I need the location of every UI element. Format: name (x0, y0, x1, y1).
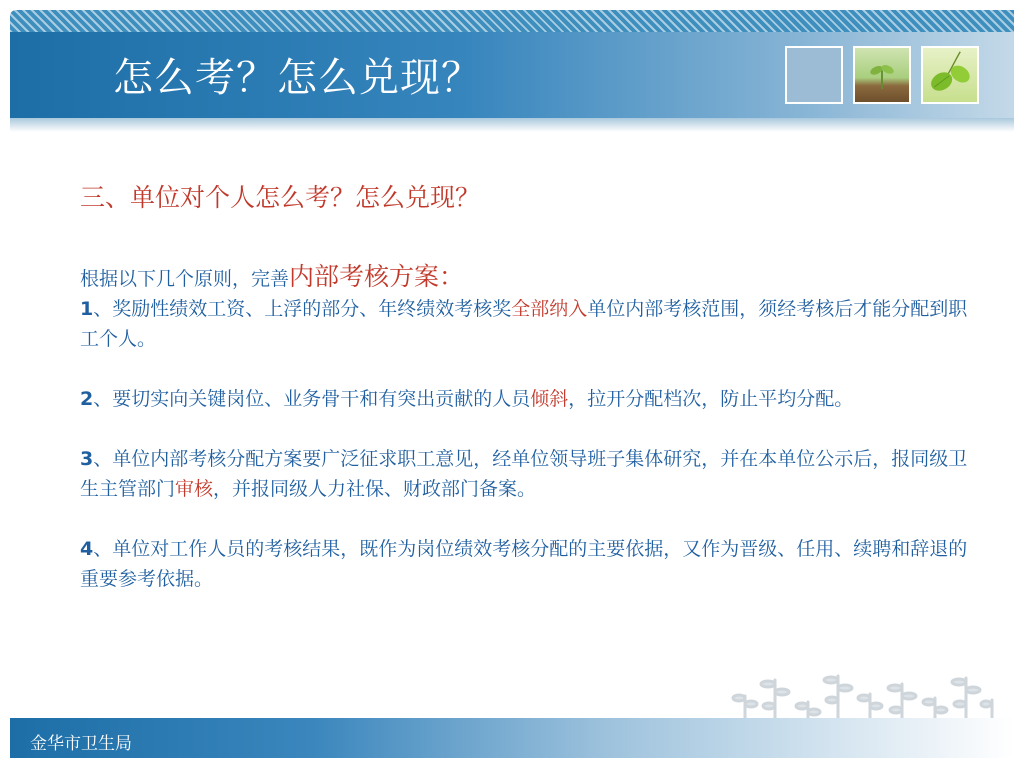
header-shadow (10, 118, 1014, 132)
footer-organization: 金华市卫生局 (30, 734, 132, 754)
item-highlight: 倾斜 (530, 388, 569, 410)
item-highlight: 审核 (175, 478, 214, 500)
leaves-icon (921, 46, 979, 104)
top-stripe-decoration (10, 10, 1014, 32)
footer-bar (10, 718, 1014, 758)
item-number: 2 (80, 388, 94, 410)
item-text-before: 、奖励性绩效工资、上浮的部分、年终绩效考核奖 (93, 298, 512, 320)
item-number: 4 (80, 538, 94, 560)
intro-line (80, 262, 972, 294)
item-highlight: 全部纳入 (511, 298, 588, 320)
principle-item-3 (80, 444, 972, 504)
plain-thumbnail (785, 46, 843, 104)
item-number: 1 (80, 298, 94, 320)
item-text-after: 单位内部考核范围，须经考核后才能分配到职工个人。 (80, 298, 968, 350)
principle-item-2 (80, 384, 972, 414)
sprout-icon (853, 46, 911, 104)
slide-content (80, 178, 972, 594)
item-text-before: 、要切实向关键岗位、业务骨干和有突出贡献的人员 (93, 388, 531, 410)
item-number: 3 (80, 448, 94, 470)
section-heading: 三、单位对个人怎么考？怎么兑现？ (80, 183, 481, 212)
item-text-after: ，拉开分配档次，防止平均分配。 (568, 388, 854, 410)
item-text-after: ，并报同级人力社保、财政部门备案。 (213, 478, 537, 500)
principle-item-1 (80, 294, 972, 354)
principle-item-4 (80, 534, 972, 594)
page-title: 怎么考？怎么兑现？ (113, 55, 482, 101)
item-text-before: 、单位内部考核分配方案要广泛征求职工意见，经单位领导班子集体研究，并在本单位公示后，报同级卫生主管部门 (80, 448, 968, 500)
intro-prefix: 根据以下几个原则，完善 (80, 268, 290, 290)
item-text-before: 、单位对工作人员的考核结果，既作为岗位绩效考核分配的主要依据，又作为晋级、任用、续聘和辞退的重要参考依据。 (80, 538, 968, 590)
intro-emphasis: 内部考核方案： (289, 262, 465, 291)
